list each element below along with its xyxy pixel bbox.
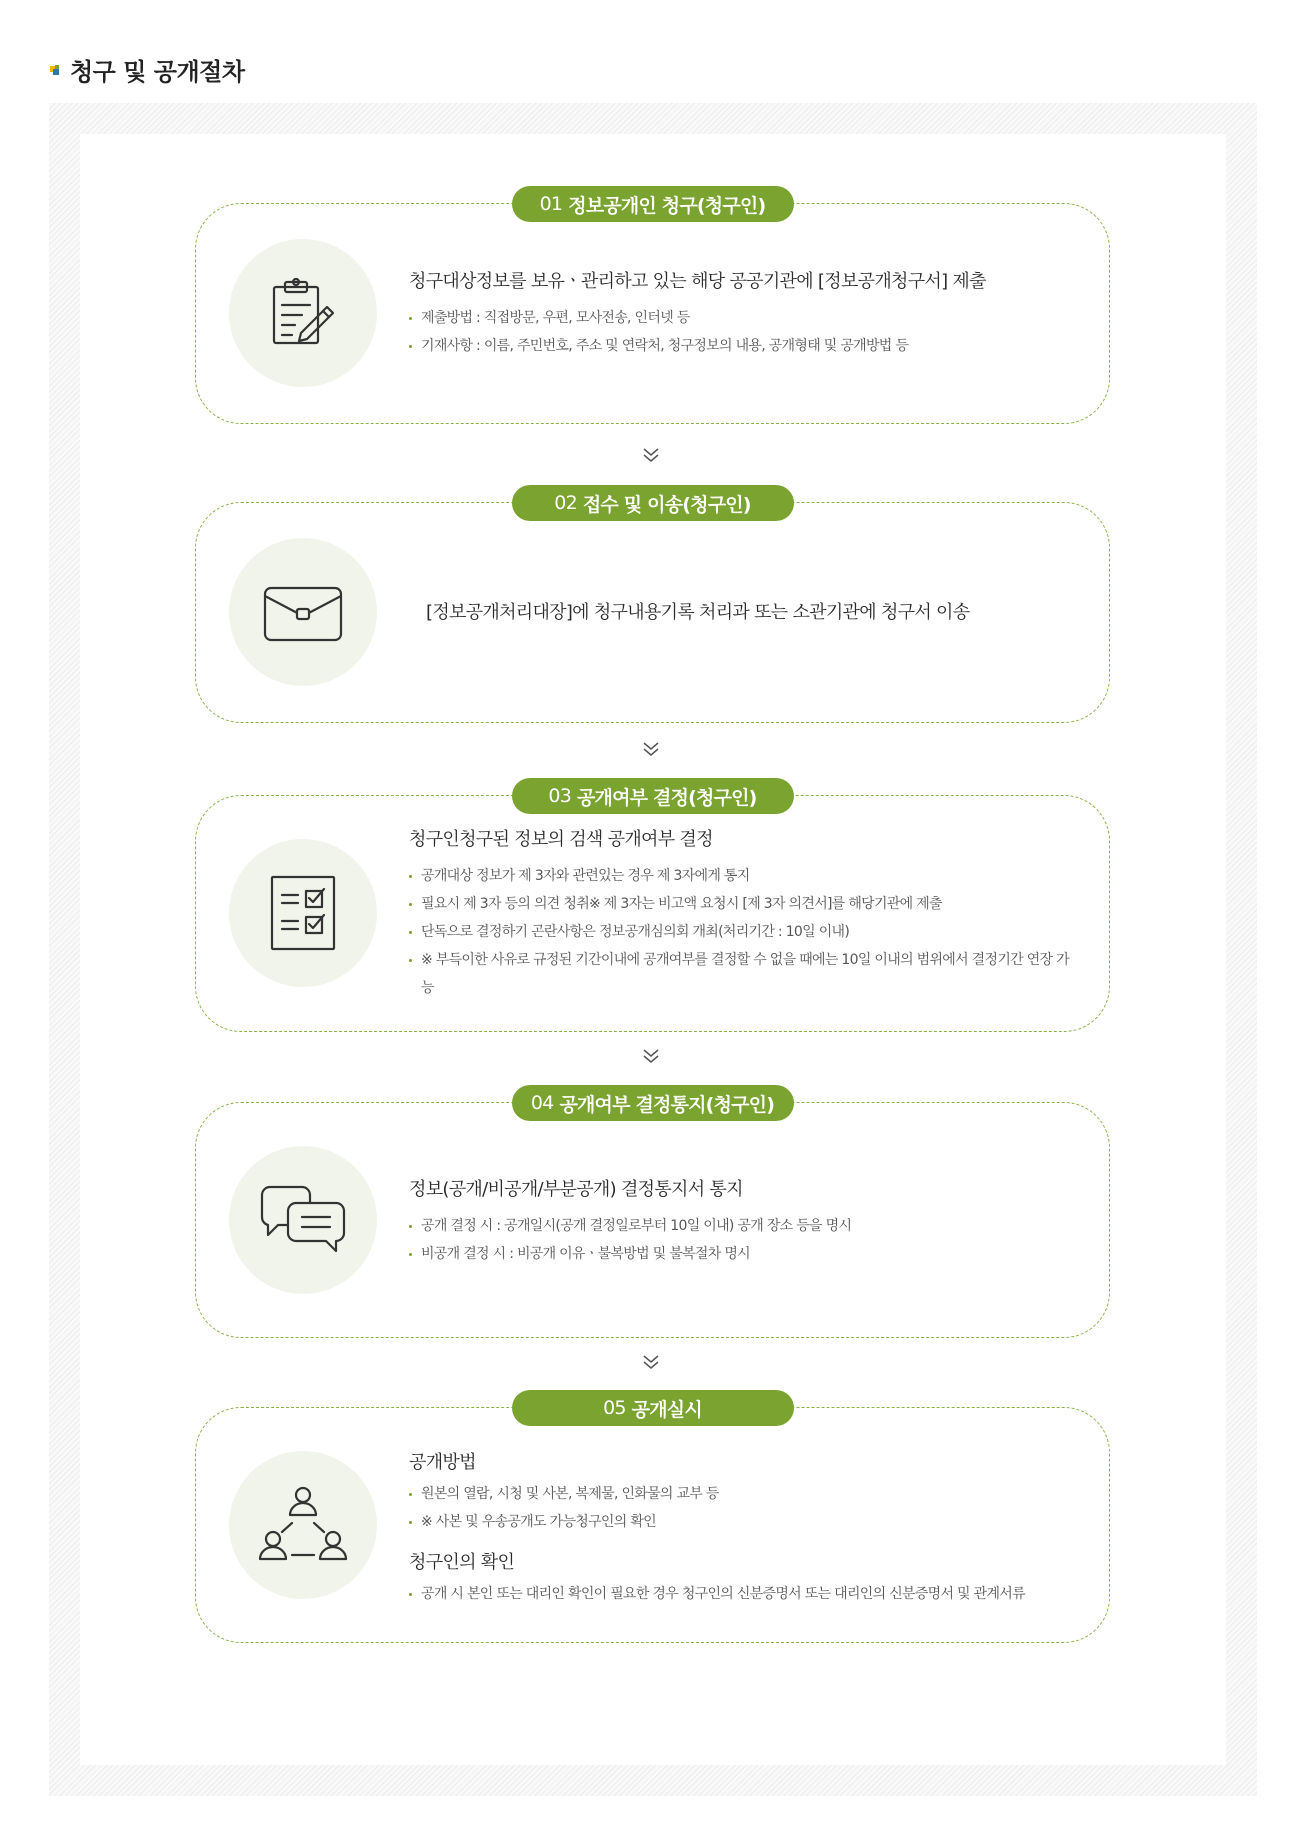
list-item: ※ 사본 및 우송공개도 가능청구인의 확인 [409,1508,1079,1536]
step-main-text: [정보공개처리대장]에 청구내용기록 처리과 또는 소관기관에 청구서 이송 [426,602,970,623]
step-number: 01 [539,193,563,215]
chat-bubbles-icon [229,1146,377,1294]
step-03-badge [512,778,794,814]
step-05-body [409,1448,1079,1608]
step-bullet-list [409,1580,1079,1608]
step-title: 정보공개인 청구(청구인) [568,194,766,217]
step-main-text: 정보(공개/비공개/부분공개) 결정통지서 통지 [409,1179,743,1200]
list-item: 원본의 열람, 시청 및 사본, 복제물, 인화물의 교부 등 [409,1480,1079,1508]
step-04-body [409,1178,1079,1268]
chevron-down-icon [641,1352,661,1372]
step-bullet-list [409,1212,1079,1268]
step-number: 04 [530,1092,554,1114]
step-number: 02 [554,492,577,514]
step-title: 공개여부 결정(청구인) [577,786,757,809]
chevron-down-icon [641,1046,661,1066]
step-03-body [409,828,1079,1002]
step-bullet-list [409,304,1079,360]
people-network-icon [229,1451,377,1599]
step-sub-heading: 공개방법 [409,1452,476,1473]
step-02-badge [512,485,794,521]
chevron-down-icon [641,445,661,465]
step-title: 접수 및 이송(청구인) [582,493,751,516]
list-item: 제출방법 : 직접방문, 우편, 모사전송, 인터넷 등 [409,304,1079,332]
step-02 [195,492,1110,723]
step-bullet-list [409,1480,1079,1536]
step-title: 공개실시 [631,1398,702,1421]
clipboard-pencil-icon [229,239,377,387]
step-01-badge [512,186,794,222]
step-number: 03 [548,785,571,807]
list-item: 필요시 제 3자 등의 의견 청취※ 제 3자는 비고액 요청시 [제 3자 의견서]를 해당기관에 제출 [409,890,1079,918]
list-item: 단독으로 결정하기 곤란사항은 정보공개심의회 개최(처리기간 : 10일 이내) [409,918,1079,946]
briefcase-icon [229,538,377,686]
list-item: 기재사항 : 이름, 주민번호, 주소 및 연락처, 청구정보의 내용, 공개형태 및 공개방법 등 [409,332,1079,360]
chevron-down-icon [641,739,661,759]
page-heading: 청구 및 공개절차 [70,58,245,86]
page-title [50,52,245,87]
step-01 [195,193,1110,424]
step-sub-heading: 청구인의 확인 [409,1552,515,1573]
list-item: 공개 결정 시 : 공개일시(공개 결정일로부터 10일 이내) 공개 장소 등을 명시 [409,1212,1079,1240]
checklist-icon [229,839,377,987]
step-04 [195,1092,1110,1338]
step-main-text: 청구대상정보를 보유ㆍ관리하고 있는 해당 공공기관에 [정보공개청구서] 제출 [409,271,986,292]
step-03 [195,785,1110,1032]
step-number: 05 [603,1397,626,1419]
step-04-badge [512,1085,794,1121]
list-item: 비공개 결정 시 : 비공개 이유ㆍ불복방법 및 불복절차 명시 [409,1240,1079,1268]
step-05-badge [512,1390,794,1426]
list-item: 공개대상 정보가 제 3자와 관련있는 경우 제 3자에게 통지 [409,862,1079,890]
list-item: 공개 시 본인 또는 대리인 확인이 필요한 경우 청구인의 신분증명서 또는 대리인의 신분증명서 및 관계서류 [409,1580,1079,1608]
list-item: ※ 부득이한 사유로 규정된 기간이내에 공개여부를 결정할 수 없을 때에는 10일 이내의 범위에서 결정기간 연장 가능 [409,946,1079,1002]
step-title: 공개여부 결정통지(청구인) [559,1093,775,1116]
step-02-body [426,601,1079,625]
title-bullet-icon [50,64,62,76]
step-01-body [409,270,1079,360]
step-main-text: 청구인청구된 정보의 검색 공개여부 결정 [409,829,713,850]
step-05 [195,1397,1110,1643]
step-bullet-list [409,862,1079,1002]
